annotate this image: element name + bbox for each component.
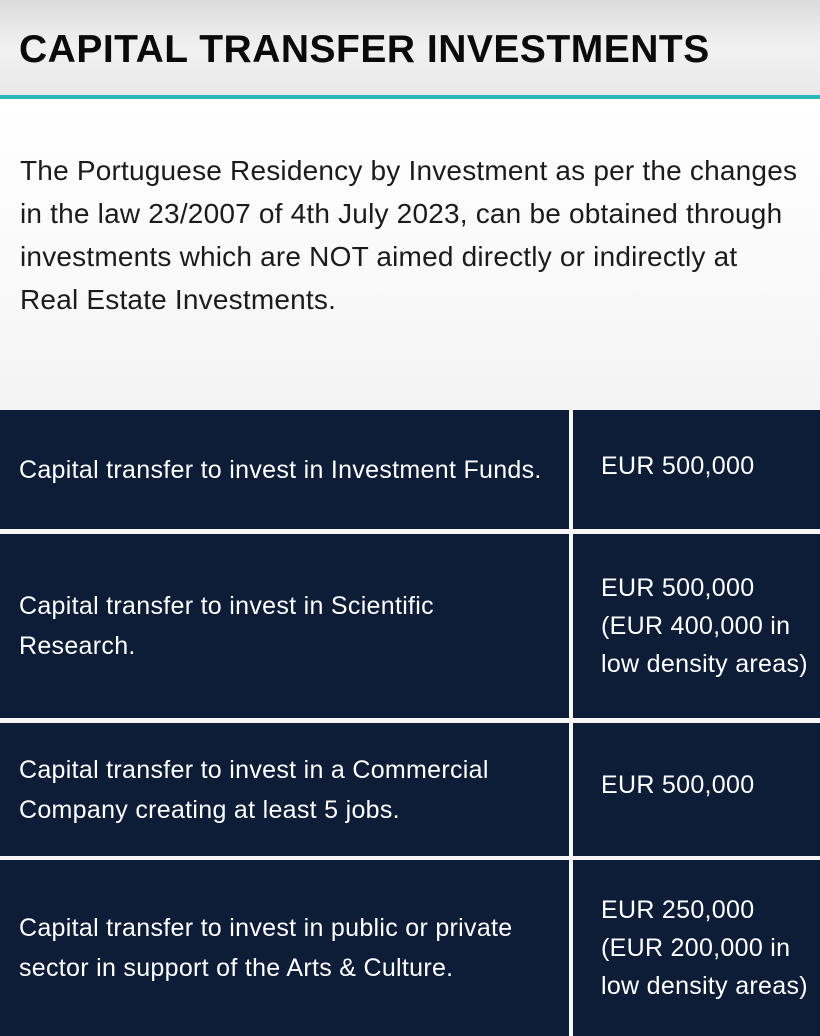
investment-description: Capital transfer to invest in a Commercial Company creating at least 5 jobs. [0,723,569,856]
table-row [0,723,820,856]
intro-paragraph: The Portuguese Residency by Investment as per the changes in the law 23/2007 of 4th July 2023, can be obtained through investments which are NOT aimed directly or indirectly at Real Estate Investments. [20,155,798,315]
page-header [0,0,820,99]
investment-description: Capital transfer to invest in Scientific Research. [0,534,569,718]
investment-amount-cell [573,860,820,1036]
table-row [0,534,820,718]
investment-amount-note: (EUR 400,000 in low density areas) [601,612,808,678]
investment-amount-cell [573,723,820,856]
investment-description: Capital transfer to invest in public or private sector in support of the Arts & Culture. [0,860,569,1036]
investment-amount: EUR 500,000 [601,452,755,480]
table-row [0,410,820,529]
intro-section [0,99,820,409]
investment-amount: EUR 250,000 [601,896,755,924]
page-title: CAPITAL TRANSFER INVESTMENTS [19,28,710,71]
investment-amount: EUR 500,000 [601,574,755,602]
investment-amount-cell [573,410,820,529]
investment-amount-cell [573,534,820,718]
table-row [0,860,820,1036]
investment-amount: EUR 500,000 [601,771,755,799]
investment-amount-note: (EUR 200,000 in low density areas) [601,934,808,1000]
investment-description: Capital transfer to invest in Investment Funds. [0,410,569,529]
